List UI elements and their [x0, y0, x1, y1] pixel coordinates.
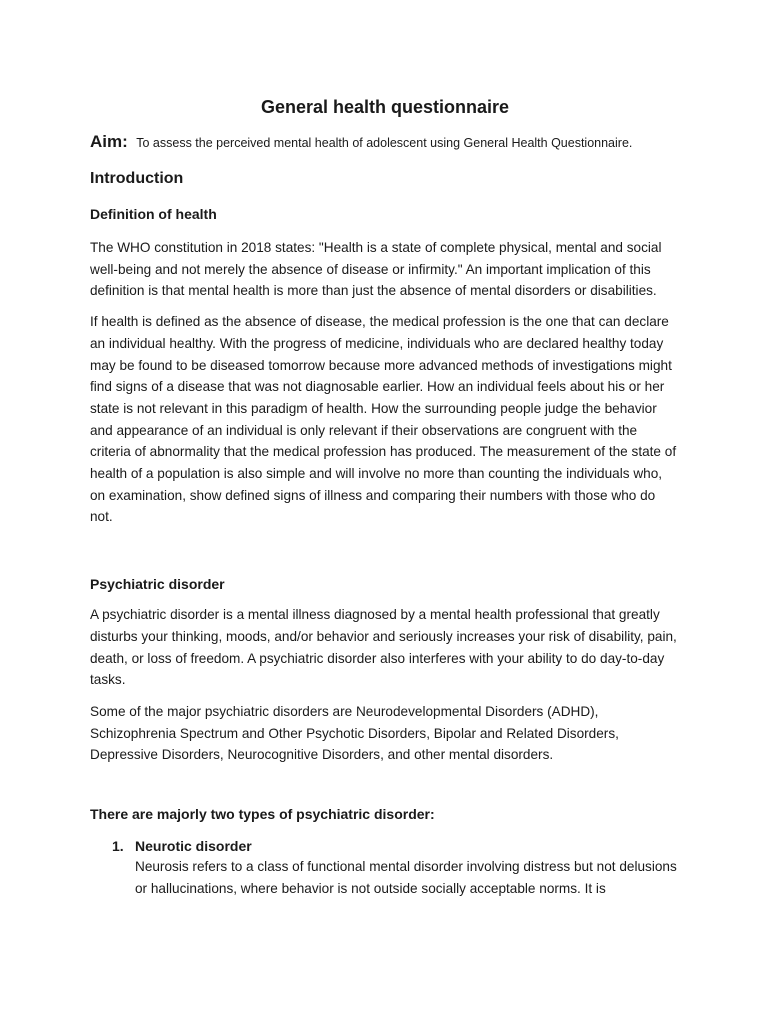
psychiatric-paragraph-part: A psychiatric disorder also interferes with your ability to do day-to-day tasks. [90, 650, 665, 688]
types-list [90, 836, 680, 899]
aim-row [90, 130, 680, 155]
document-content [90, 92, 680, 899]
aim-text: To assess the perceived mental health of adolescent using General Health Questionnaire. [136, 136, 633, 150]
document-title: General health questionnaire [260, 97, 510, 117]
list-item-title: Neurotic disorder [135, 838, 252, 855]
psychiatric-examples-paragraph: Some of the major psychiatric disorders are Neurodevelopmental Disorders (ADHD), Schizophrenia Spectrum and Other Psychotic Disorders, Bipolar and Related Disorders, Depressive Disorders, Neurocognitive Disorders, and other mental disorders. [90, 703, 619, 763]
definition-heading: Definition of health [90, 206, 217, 222]
list-item-body: Neurosis refers to a class of functional mental disorder involving distress but not delusions or hallucinations, where behavior is not outside socially acceptable norms. It is [135, 859, 677, 896]
introduction-heading: Introduction [90, 170, 184, 187]
aim-label: Aim: [90, 132, 128, 151]
health-paragraph: The WHO constitution in 2018 states: "Health is a state of complete physical, mental and social well-being and not merely the absence of disease or infirmity." An important implication of this definition is that mental health is more than just the absence of mental disorders or disabilities. [90, 240, 662, 299]
types-heading: There are majorly two types of psychiatric disorder: [90, 806, 435, 823]
psychiatric-paragraph-part: A psychiatric disorder is a mental illness diagnosed by a mental health professional that greatly disturbs your thinking, moods, and/or behavior and seriously increases your risk of disability, pain, death, or loss of freedom. [90, 607, 677, 666]
psychiatric-heading: Psychiatric disorder [90, 576, 225, 593]
psychiatric-paragraph [90, 604, 680, 691]
list-item [90, 836, 680, 899]
list-item-number: 1. [112, 838, 124, 855]
health-paragraph: If health is defined as the absence of disease, the medical profession is the one that can declare an individual healthy. With the progress of medicine, individuals who are declared healthy today may be found to be diseased tomorrow because more advanced methods of investigations might find signs of a disease that was not diagnosable earlier. How an individual feels about his or her state is not relevant in this paradigm of health. How the surrounding people judge the behavior and appearance of an individual is only relevant if their observations are congruent with the criteria of abnormality that the medical profession has produced. The measurement of the state of health of a population is also simple and will involve no more than counting the individuals who, on examination, show defined signs of illness and comparing their numbers with those who do not. [90, 314, 677, 525]
